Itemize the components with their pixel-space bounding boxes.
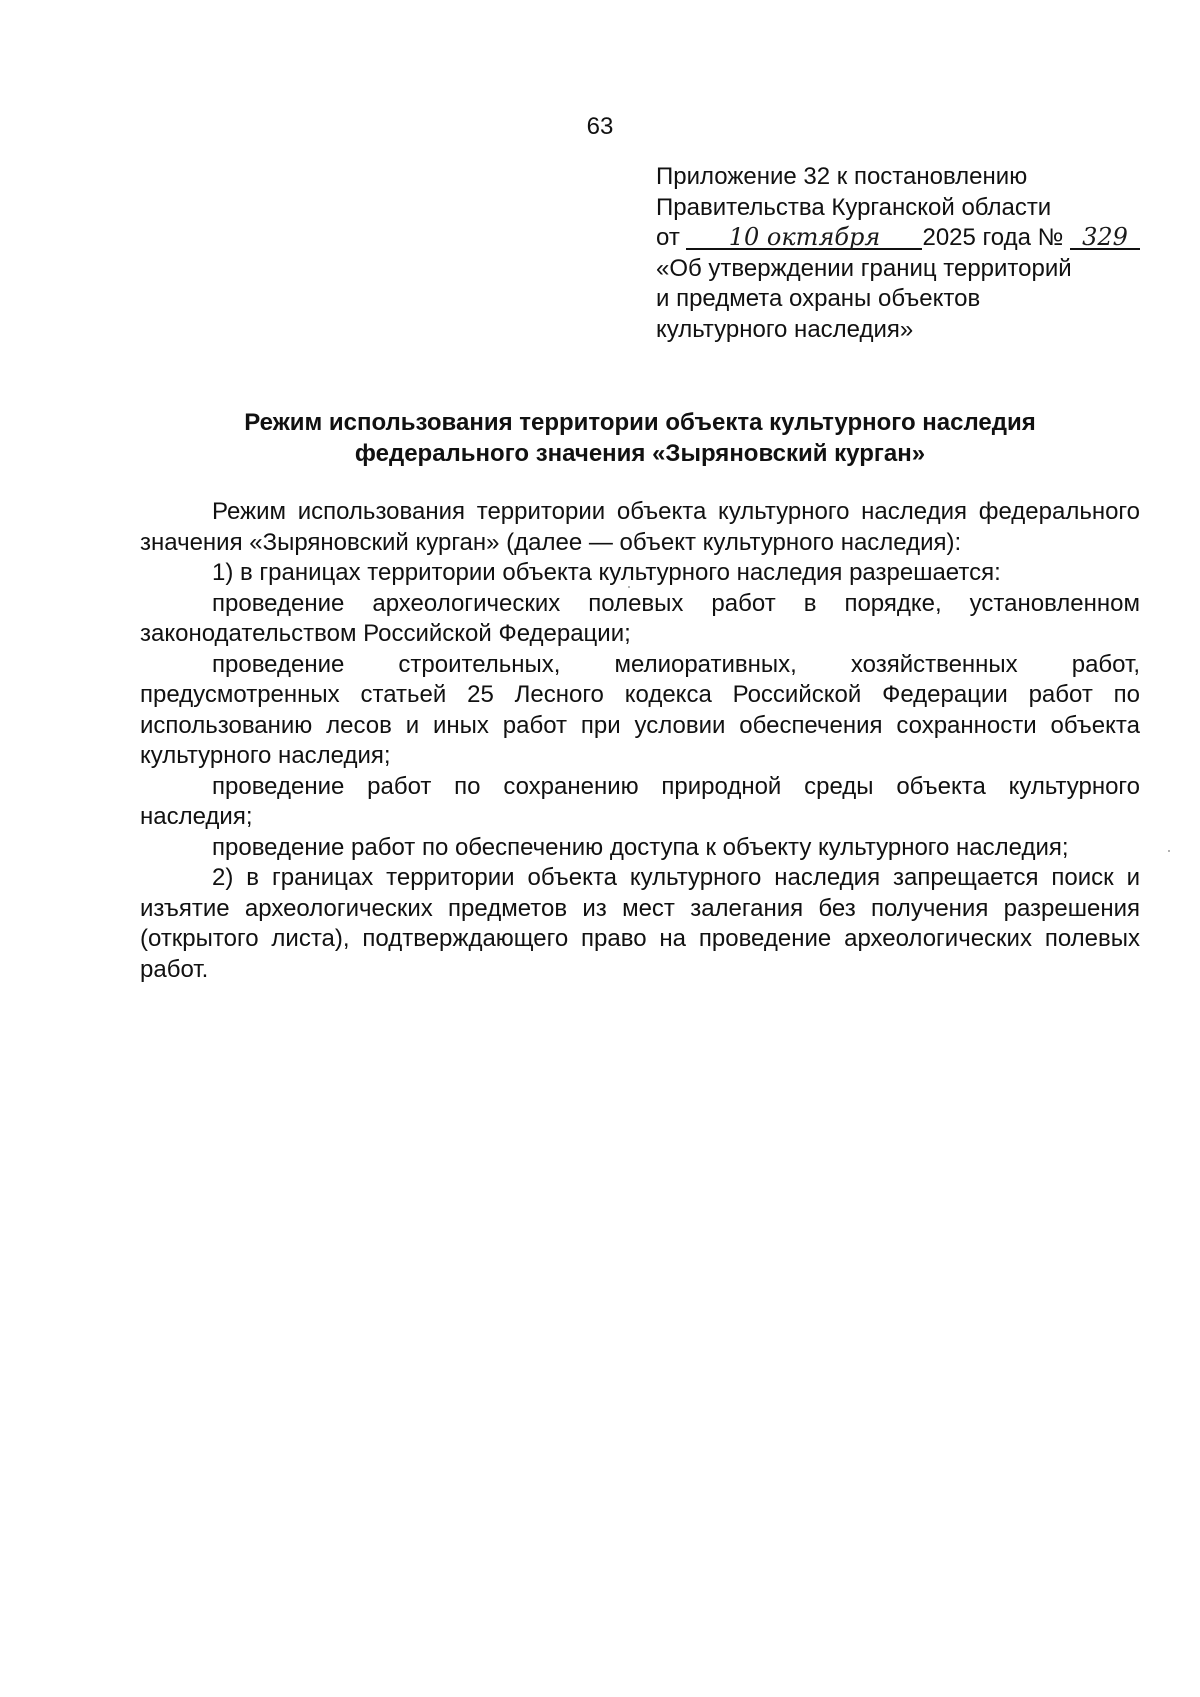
paragraph-permitted-heading: 1) в границах территории объекта культурного наследия разрешается: (212, 559, 1001, 586)
paragraph-permitted-item: проведение археологических полевых работ в порядке, установленном законодательством Российской Федерации; (140, 589, 1140, 647)
year-text: 2025 года № (922, 224, 1064, 251)
handwritten-number: 329 (1070, 226, 1140, 250)
paragraph-intro: Режим использования территории объекта культурного наследия федерального значения «Зыряновский курган» (далее — объект культурного наследия): (140, 498, 1140, 556)
paragraph-prohibited: 2) в границах территории объекта культурного наследия запрещается поиск и изъятие археологических предметов из мест залегания без получения разрешения (открытого листа), подтверждающего право на проведение археологических полевых работ. (140, 864, 1140, 983)
document-body (140, 497, 1140, 985)
handwritten-date: 10 октября (686, 226, 922, 250)
title-line-1: Режим использования территории объекта культурного наследия (244, 409, 1036, 436)
paragraph-permitted-item: проведение работ по сохранению природной среды объекта культурного наследия; (140, 772, 1140, 830)
document-title (130, 408, 1150, 469)
appendix-line-3 (656, 223, 1136, 254)
scan-speck (1168, 850, 1170, 852)
scan-speck (628, 586, 630, 588)
appendix-line-2: Правительства Курганской области (656, 193, 1052, 221)
title-line-2: федерального значения «Зыряновский курган» (354, 439, 926, 467)
appendix-line-6: культурного наследия» (656, 315, 914, 343)
appendix-block (656, 162, 1136, 345)
appendix-line-1: Приложение 32 к постановлению (656, 163, 1028, 190)
date-prefix: от (656, 224, 680, 251)
appendix-line-4: «Об утверждении границ территорий (656, 254, 1072, 282)
paragraph-permitted-item: проведение работ по обеспечению доступа к объекту культурного наследия; (212, 833, 1069, 861)
page-number: 63 (586, 113, 614, 140)
appendix-line-5: и предмета охраны объектов (656, 285, 981, 312)
paragraph-permitted-item: проведение строительных, мелиоративных, хозяйственных работ, предусмотренных статьей 25 Лесного кодекса Российской Федерации работ по использованию лесов и иных работ при условии обеспечения сохранности объекта культурного наследия; (140, 650, 1140, 769)
